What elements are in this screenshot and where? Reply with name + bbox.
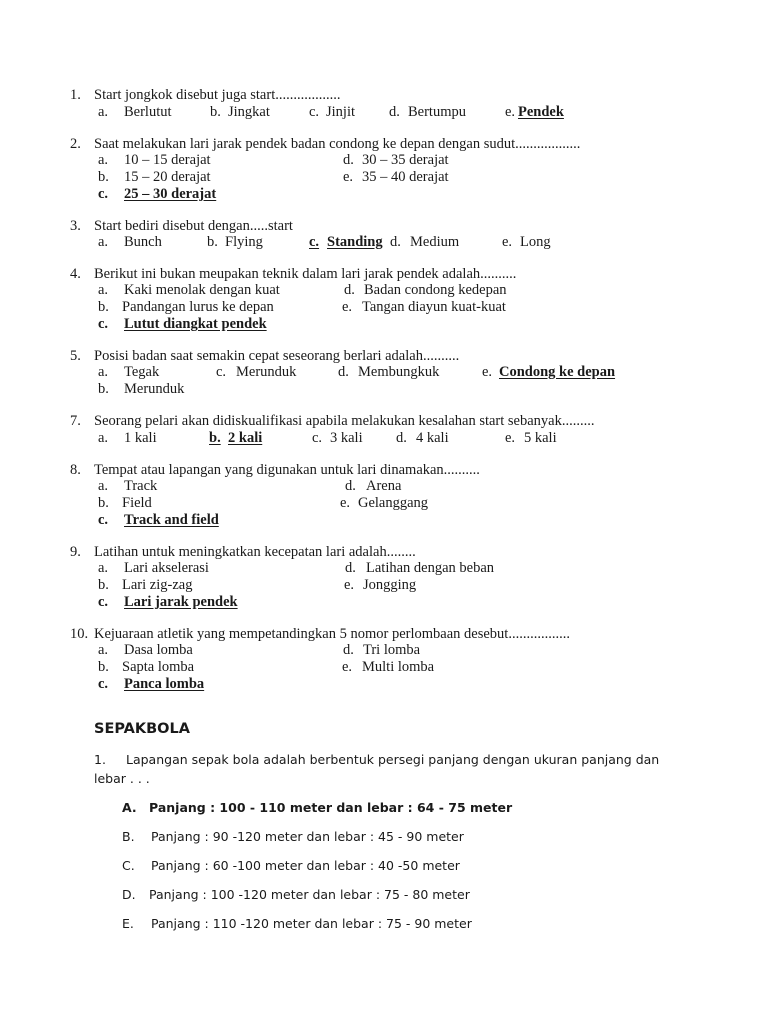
correct-answer: 2 kali xyxy=(228,430,263,446)
question-number: 3. xyxy=(70,218,81,234)
correct-answer: Panca lomba xyxy=(124,676,205,692)
option-letter: e. xyxy=(482,364,493,380)
option-text: 10 – 15 derajat xyxy=(124,152,211,168)
question-text: Seorang pelari akan didiskualifikasi apabila melakukan kesalahan start sebanyak......... xyxy=(94,413,595,429)
option-letter: e. xyxy=(505,104,516,120)
option-text: Tri lomba xyxy=(363,642,421,658)
option-letter: c. xyxy=(98,186,109,202)
option-text: Bertumpu xyxy=(408,104,466,120)
option-text: Medium xyxy=(410,234,460,250)
option-text: Panjang : 60 -100 meter dan lebar : 40 -50 meter xyxy=(151,858,460,873)
question-text: Start jongkok disebut juga start.................. xyxy=(94,87,341,103)
question-number: 1. xyxy=(94,752,106,767)
option-letter: a. xyxy=(98,560,109,576)
option-text: Jongging xyxy=(363,577,417,593)
option-letter: a. xyxy=(98,104,109,120)
option-letter: e. xyxy=(340,495,351,511)
option-text: Bunch xyxy=(124,234,162,250)
option-text: 4 kali xyxy=(416,430,449,446)
correct-answer: Pendek xyxy=(518,104,564,120)
question-number: 8. xyxy=(70,462,81,478)
option-letter: b. xyxy=(98,659,109,675)
question-number: 5. xyxy=(70,348,81,364)
option-letter: a. xyxy=(98,152,109,168)
option-text: Dasa lomba xyxy=(124,642,193,658)
option-text: Lari akselerasi xyxy=(124,560,209,576)
option-letter: D. xyxy=(122,887,136,902)
option-letter: c. xyxy=(98,594,109,610)
option-text: Panjang : 110 -120 meter dan lebar : 75 - 90 meter xyxy=(151,916,472,931)
option-letter: d. xyxy=(396,430,407,446)
correct-answer: Panjang : 100 - 110 meter dan lebar : 64 - 75 meter xyxy=(149,800,513,815)
question-text: Start bediri disebut dengan.....start xyxy=(94,218,293,234)
option-text: 15 – 20 derajat xyxy=(124,169,211,185)
option-letter: A. xyxy=(122,800,137,815)
option-letter: c. xyxy=(98,676,109,692)
option-letter: d. xyxy=(345,478,356,494)
question-text: Tempat atau lapangan yang digunakan untuk lari dinamakan.......... xyxy=(94,462,480,478)
option-text: 3 kali xyxy=(330,430,363,446)
option-text: Tegak xyxy=(124,364,160,380)
question-text: Saat melakukan lari jarak pendek badan condong ke depan dengan sudut.................. xyxy=(94,136,581,152)
correct-answer: Lari jarak pendek xyxy=(124,594,238,610)
option-text: Pandangan lurus ke depan xyxy=(122,299,274,315)
section-heading: SEPAKBOLA xyxy=(94,721,190,737)
correct-answer: Standing xyxy=(327,234,383,250)
option-text: Kaki menolak dengan kuat xyxy=(124,282,280,298)
option-text: Multi lomba xyxy=(362,659,435,675)
option-text: Latihan dengan beban xyxy=(366,560,495,576)
option-letter: C. xyxy=(122,858,135,873)
option-text: Arena xyxy=(366,478,402,494)
question-number: 2. xyxy=(70,136,81,152)
option-letter: c. xyxy=(309,234,320,250)
option-text: Merunduk xyxy=(124,381,185,397)
correct-answer: Condong ke depan xyxy=(499,364,616,380)
option-text: Long xyxy=(520,234,551,250)
question-number: 4. xyxy=(70,266,81,282)
option-letter: b. xyxy=(98,299,109,315)
option-letter: b. xyxy=(98,381,109,397)
option-letter: e. xyxy=(505,430,516,446)
option-letter: e. xyxy=(502,234,513,250)
option-letter: e. xyxy=(342,659,353,675)
option-text: Lari zig-zag xyxy=(122,577,193,593)
option-text: 35 – 40 derajat xyxy=(362,169,449,185)
question-text: Kejuaraan atletik yang mempetandingkan 5 nomor perlombaan desebut................. xyxy=(94,626,570,642)
question-text: Posisi badan saat semakin cepat seseorang berlari adalah.......... xyxy=(94,348,460,364)
question-text-continued: lebar . . . xyxy=(94,771,150,786)
option-letter: e. xyxy=(344,577,355,593)
option-text: Panjang : 90 -120 meter dan lebar : 45 - 90 meter xyxy=(151,829,464,844)
option-letter: b. xyxy=(98,495,109,511)
option-text: Sapta lomba xyxy=(122,659,195,675)
option-letter: E. xyxy=(122,916,134,931)
question-text: Latihan untuk meningkatkan kecepatan lari adalah........ xyxy=(94,544,416,560)
question-number: 9. xyxy=(70,544,81,560)
option-letter: a. xyxy=(98,478,109,494)
option-text: Merunduk xyxy=(236,364,297,380)
option-letter: c. xyxy=(312,430,323,446)
option-text: 5 kali xyxy=(524,430,557,446)
option-letter: d. xyxy=(389,104,400,120)
option-text: Gelanggang xyxy=(358,495,429,511)
question-number: 7. xyxy=(70,413,81,429)
correct-answer: 25 – 30 derajat xyxy=(124,186,217,202)
option-letter: d. xyxy=(343,642,354,658)
question-text: Berikut ini bukan meupakan teknik dalam lari jarak pendek adalah.......... xyxy=(94,266,517,282)
option-letter: a. xyxy=(98,642,109,658)
option-letter: d. xyxy=(343,152,354,168)
option-letter: d. xyxy=(345,560,356,576)
option-text: Jinjit xyxy=(326,104,356,120)
option-letter: e. xyxy=(343,169,354,185)
option-letter: a. xyxy=(98,430,109,446)
option-letter: d. xyxy=(344,282,355,298)
correct-answer: Lutut diangkat pendek xyxy=(124,316,267,332)
option-letter: b. xyxy=(98,169,109,185)
question-number: 10. xyxy=(70,626,89,642)
option-text: Berlutut xyxy=(124,104,172,120)
correct-answer: Track and field xyxy=(124,512,219,528)
option-letter: c. xyxy=(98,316,109,332)
option-letter: a. xyxy=(98,282,109,298)
option-letter: b. xyxy=(207,234,218,250)
question-text: Lapangan sepak bola adalah berbentuk persegi panjang dengan ukuran panjang dan xyxy=(126,752,660,767)
option-text: Track xyxy=(124,478,158,494)
option-text: Badan condong kedepan xyxy=(364,282,507,298)
question-number: 1. xyxy=(70,87,81,103)
option-text: 30 – 35 derajat xyxy=(362,152,449,168)
option-letter: d. xyxy=(390,234,401,250)
option-letter: c. xyxy=(309,104,320,120)
option-letter: e. xyxy=(342,299,353,315)
option-text: Flying xyxy=(225,234,263,250)
option-letter: a. xyxy=(98,364,109,380)
option-letter: d. xyxy=(338,364,349,380)
option-letter: c. xyxy=(98,512,109,528)
option-letter: c. xyxy=(216,364,227,380)
option-text: Tangan diayun kuat-kuat xyxy=(362,299,506,315)
option-text: Panjang : 100 -120 meter dan lebar : 75 - 80 meter xyxy=(149,887,470,902)
option-text: Field xyxy=(122,495,152,511)
option-letter: b. xyxy=(210,104,221,120)
option-text: Membungkuk xyxy=(358,364,440,380)
option-letter: b. xyxy=(209,430,221,446)
option-text: 1 kali xyxy=(124,430,157,446)
option-text: Jingkat xyxy=(228,104,270,120)
option-letter: a. xyxy=(98,234,109,250)
option-letter: b. xyxy=(98,577,109,593)
option-letter: B. xyxy=(122,829,135,844)
